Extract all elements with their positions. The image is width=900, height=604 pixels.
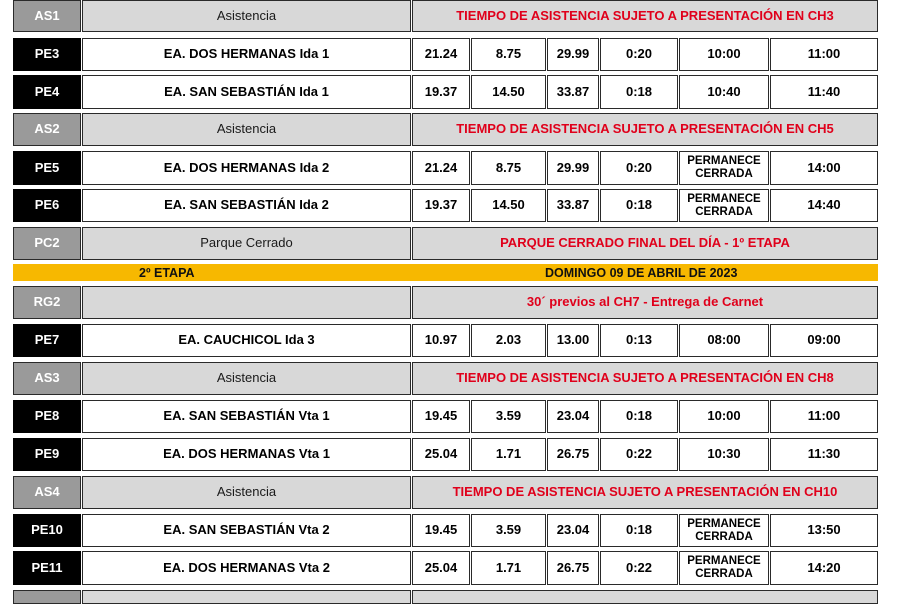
row-name: Asistencia — [82, 362, 411, 395]
table-row — [13, 286, 878, 319]
row-name: Parque Cerrado — [82, 227, 411, 260]
target-time: 0:22 — [600, 551, 678, 585]
row-name: EA. DOS HERMANAS Ida 2 — [82, 151, 411, 185]
km-total: 23.04 — [547, 514, 599, 547]
time-open: 08:00 — [679, 324, 769, 357]
km-link: 3.59 — [471, 514, 546, 547]
time-first-car: 14:40 — [770, 189, 878, 222]
row-code: PE11 — [13, 551, 81, 585]
row-name: EA. CAUCHICOL Ida 3 — [82, 324, 411, 357]
row-code: AS3 — [13, 362, 81, 395]
km-special-stage: 19.45 — [412, 400, 470, 433]
status-line-2: CERRADA — [695, 530, 753, 543]
km-link: 14.50 — [471, 189, 546, 222]
row-note: PARQUE CERRADO FINAL DEL DÍA - 1º ETAPA — [412, 227, 878, 260]
target-time: 0:18 — [600, 189, 678, 222]
time-first-car: 11:00 — [770, 38, 878, 71]
km-special-stage: 19.37 — [412, 189, 470, 222]
row-code: AS2 — [13, 113, 81, 146]
row-name: EA. DOS HERMANAS Vta 2 — [82, 551, 411, 585]
row-code: PE8 — [13, 400, 81, 433]
km-special-stage: 10.97 — [412, 324, 470, 357]
table-row — [13, 514, 878, 547]
row-name: EA. DOS HERMANAS Ida 1 — [82, 38, 411, 71]
row-code: PE5 — [13, 151, 81, 185]
row-name: Asistencia — [82, 113, 411, 146]
km-total: 26.75 — [547, 551, 599, 585]
table-row — [13, 476, 878, 509]
table-row — [13, 75, 878, 109]
km-total: 26.75 — [547, 438, 599, 471]
km-special-stage: 21.24 — [412, 38, 470, 71]
table-row — [13, 438, 878, 471]
target-time: 0:20 — [600, 38, 678, 71]
table-row — [13, 113, 878, 146]
stage-label: 2º ETAPA — [139, 265, 195, 280]
row-code — [13, 590, 81, 604]
row-note: 30´ previos al CH7 - Entrega de Carnet — [412, 286, 878, 319]
status-line-1: PERMANECE — [687, 155, 761, 168]
table-row — [13, 189, 878, 222]
target-time: 0:13 — [600, 324, 678, 357]
time-first-car: 11:00 — [770, 400, 878, 433]
row-note: TIEMPO DE ASISTENCIA SUJETO A PRESENTACIÓN EN CH5 — [412, 113, 878, 146]
row-code: PE6 — [13, 189, 81, 222]
row-name: Asistencia — [82, 0, 411, 32]
table-row — [13, 0, 878, 32]
time-first-car: 14:20 — [770, 551, 878, 585]
row-code: RG2 — [13, 286, 81, 319]
row-code: AS1 — [13, 0, 81, 32]
km-link: 2.03 — [471, 324, 546, 357]
row-note: TIEMPO DE ASISTENCIA SUJETO A PRESENTACIÓN EN CH3 — [412, 0, 878, 32]
km-link: 3.59 — [471, 400, 546, 433]
km-total: 33.87 — [547, 75, 599, 109]
table-row — [13, 400, 878, 433]
table-row — [13, 551, 878, 585]
row-name: EA. SAN SEBASTIÁN Ida 1 — [82, 75, 411, 109]
time-first-car: 14:00 — [770, 151, 878, 185]
row-name: EA. SAN SEBASTIÁN Vta 1 — [82, 400, 411, 433]
row-code: PE4 — [13, 75, 81, 109]
table-row-partial — [13, 590, 878, 604]
time-open: 10:00 — [679, 400, 769, 433]
status-line-2: CERRADA — [695, 168, 753, 180]
time-open — [679, 151, 769, 185]
row-name: Asistencia — [82, 476, 411, 509]
time-first-car: 11:40 — [770, 75, 878, 109]
km-link: 8.75 — [471, 151, 546, 185]
km-special-stage: 19.37 — [412, 75, 470, 109]
km-total: 29.99 — [547, 151, 599, 185]
table-row — [13, 38, 878, 71]
time-open — [679, 551, 769, 585]
row-name: EA. SAN SEBASTIÁN Ida 2 — [82, 189, 411, 222]
table-row — [13, 362, 878, 395]
status-line-1: PERMANECE — [687, 555, 761, 568]
status-line-1: PERMANECE — [687, 517, 761, 530]
status-line-1: PERMANECE — [687, 192, 761, 205]
row-code: PE10 — [13, 514, 81, 547]
row-name — [82, 286, 411, 319]
km-special-stage: 19.45 — [412, 514, 470, 547]
km-special-stage: 21.24 — [412, 151, 470, 185]
row-code: PE7 — [13, 324, 81, 357]
row-note: TIEMPO DE ASISTENCIA SUJETO A PRESENTACIÓN EN CH8 — [412, 362, 878, 395]
target-time: 0:18 — [600, 514, 678, 547]
time-open: 10:00 — [679, 38, 769, 71]
km-total: 23.04 — [547, 400, 599, 433]
target-time: 0:22 — [600, 438, 678, 471]
time-open: 10:30 — [679, 438, 769, 471]
row-name: EA. SAN SEBASTIÁN Vta 2 — [82, 514, 411, 547]
km-total: 29.99 — [547, 38, 599, 71]
time-first-car: 11:30 — [770, 438, 878, 471]
row-code: PC2 — [13, 227, 81, 260]
row-note: TIEMPO DE ASISTENCIA SUJETO A PRESENTACIÓN EN CH10 — [412, 476, 878, 509]
target-time: 0:18 — [600, 75, 678, 109]
table-row — [13, 227, 878, 260]
status-line-2: CERRADA — [695, 205, 753, 218]
row-code: PE3 — [13, 38, 81, 71]
time-open — [679, 514, 769, 547]
km-total: 33.87 — [547, 189, 599, 222]
time-first-car: 13:50 — [770, 514, 878, 547]
km-special-stage: 25.04 — [412, 438, 470, 471]
table-row — [13, 151, 878, 185]
time-first-car: 09:00 — [770, 324, 878, 357]
row-code: AS4 — [13, 476, 81, 509]
row-name — [82, 590, 411, 604]
km-link: 8.75 — [471, 38, 546, 71]
km-special-stage: 25.04 — [412, 551, 470, 585]
row-code: PE9 — [13, 438, 81, 471]
km-total: 13.00 — [547, 324, 599, 357]
stage-date: DOMINGO 09 DE ABRIL DE 2023 — [545, 265, 738, 280]
time-open — [679, 189, 769, 222]
row-name: EA. DOS HERMANAS Vta 1 — [82, 438, 411, 471]
target-time: 0:18 — [600, 400, 678, 433]
table-row — [13, 324, 878, 357]
time-open: 10:40 — [679, 75, 769, 109]
status-line-2: CERRADA — [695, 568, 753, 580]
row-note — [412, 590, 878, 604]
stage-banner — [13, 264, 878, 281]
km-link: 14.50 — [471, 75, 546, 109]
target-time: 0:20 — [600, 151, 678, 185]
km-link: 1.71 — [471, 551, 546, 585]
km-link: 1.71 — [471, 438, 546, 471]
